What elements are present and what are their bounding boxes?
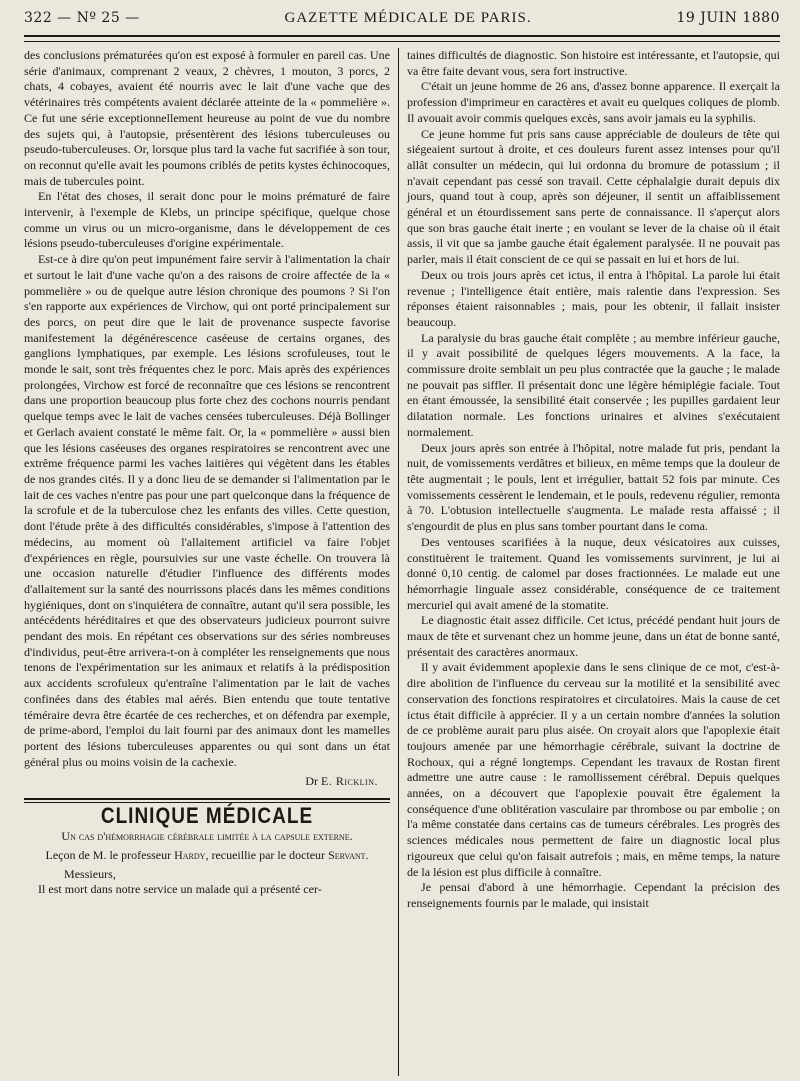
journal-title: GAZETTE MÉDICALE DE PARIS. (284, 10, 532, 26)
header-rule (24, 35, 780, 42)
paragraph: Des ventouses scarifiées à la nuque, deux vésicatoires aux cuisses, constituèrent le traitement. Quand les vomissements survinrent, je lui ai donné 0,10 centig. de calomel par doses fractionnées. Le malade eut une hémorrhagie linguale assez considérable, conséquence de ce traitement mercuriel qui avait amené de la stomatite. (407, 534, 780, 612)
lecture-credit (24, 848, 390, 863)
paragraph: En l'état des choses, il serait donc pour le moins prématuré de faire intervenir, à l'exemple de Klebs, un principe spécifique, quelque chose comme un virus ou un micro-organisme, dans le développement de ces lésions pseudo-tuberculeuses d'origine expérimentale. (24, 189, 390, 251)
paragraph: Est-ce à dire qu'on peut impunément faire servir à l'alimentation la chair et surtout le lait d'une vache qu'on a des raisons de croire affectée de la « pommelière » ou de quelque autre lésion chronique des poumons ? Si l'on s'en rapporte aux expériences de Virchow, qui ont porté principalement sur des porcs, on peut dire que le lait de provenance suspecte favorise manifestement la dégénérescence caséeuse de certains organes, des ganglions lymphatiques, par exemple. Les lésions scrofuleuses, tout le monde le sait, sont très fréquentes chez le porc. Mais après des expériences prolongées, Virchow est forcé de reconnaître que ces lésions se rencontrent dans une proportion beaucoup plus forte chez des cochons nourris pendant quelque temps avec le lait de vaches censées tuberculeuses. Déjà Bollinger et Gerlach avaient constaté le même fait. Or, la « pommelière » aussi bien que les lésions caséeuses des organes respiratoires se rencontrent avec une extrême fréquence parmi les vaches laitières qui végètent dans les étables de nos grandes cités. Il y a donc lieu de se demander si l'alimentation par le lait de ces vaches n'entre pas pour une part quelconque dans la fréquence de la scrofule et de la tuberculose chez les enfants des villes. Cette question, dont l'étude prête à des difficultés considérables, s'impose à l'attention des médecins, au moment où l'allaitement artificiel va faire l'objet d'expériences en règle, poursuivies sur une vaste échelle. On trouvera là une occasion naturelle d'étudier l'influence des différents modes d'allaitement sur la santé des nourrissons placés dans les mêmes conditions hygiéniques, dont on s'inquiétera de connaître, autant qu'il sera possible, les antécédents héréditaires et que des observateurs judicieux pourront suivre pendant des mois. En répétant ces observations sur des séries nombreuses d'individus, peut-être arrivera-t-on à compléter les renseignements que nous tenons de l'expérimentation sur les animaux et relatifs à la prédisposition aux accidents scrofuleux qu'entraîne l'alimentation par le lait de vaches confinées dans des étables mal aérés. Bien entendu que toute tentative téméraire devra être écartée de ces recherches, et on défendra par exemple, de prime-abord, l'emploi du lait fourni par des animaux dont les mamelles portent des lésions tuberculeuses apparentes ou qui sont dans un état général plus ou moins voisin de la cachexie. (24, 252, 390, 769)
lecture-doctor: Servant (328, 847, 366, 862)
paragraph: Le diagnostic était assez difficile. Cet ictus, précédé pendant huit jours de maux de tête et survenant chez un homme jeune, dans un état de bonne santé, présentait des caractères anormaux. (407, 613, 780, 659)
paragraph: Deux jours après son entrée à l'hôpital, notre malade fut pris, pendant la nuit, de vomissements verdâtres et bilieux, en même temps que la douleur de tête augmentait ; le pouls, lent et irrégulier, battait 52 fois par minute. Ces vomissements cessèrent le lendemain, et le pouls, redevenu régulier, remonta à 70. L'obtusion intellectuelle s'augmenta. Le malade resta affaissé ; il s'engourdit de plus en plus sans tomber pourtant dans le coma. (407, 440, 780, 534)
author-signature (24, 774, 378, 790)
paragraph: C'était un jeune homme de 26 ans, d'assez bonne apparence. Il exerçait la profession d'imprimeur en caractères et avait eu quelques coliques de plomb. Il avouait avoir commis quelques excès, sans avoir jamais eu la syphilis. (407, 79, 780, 125)
paragraph: La paralysie du bras gauche était complète ; au membre inférieur gauche, il y avait possibilité de quelques légers mouvements. A la face, la commissure droite semblait un peu plus contractée que la gauche ; le malade ne pouvait pas siffler. Il présentait donc une légère hémiplégie faciale. Tout en étant émoussée, la sensibilité était conservée ; les pupilles gardaient leur dilatation normale. Les fonctions urinaires et alvines s'exécutaient normalement. (407, 330, 780, 439)
article-subtitle: Un cas d'hémorrhagie cérébrale limitée à la capsule externe. (61, 828, 353, 843)
paragraph: Ce jeune homme fut pris sans cause appréciable de douleurs de tête qui siégeaient surtout à droite, et ces douleurs furent assez intenses pour qu'il allât consulter un médecin, qui lui ordonna du bromure de potassium ; il n'avait cependant pas cessé son travail. Cette céphalalgie durait depuis dix jours, quand tout à coup, après son déjeuner, il sentit un affaiblissement général et un étourdissement sans perte de connaissance. Il s'aperçut alors que son bras gauche était inerte ; en voulant se lever de la chaise où il était assis, il vit que sa jambe gauche était également paralysée. Il ne pouvait pas parler, mais il était conscient de ce qui se passait en lui et hors de lui. (407, 126, 780, 267)
signature-name: E. Ricklin. (321, 774, 378, 789)
running-head (24, 10, 780, 32)
salutation: Messieurs, (64, 866, 116, 881)
page-number: 322 — Nº 25 — (24, 10, 140, 26)
signature-prefix: Dr (305, 774, 319, 789)
section-rule (24, 798, 390, 803)
paragraph: taines difficultés de diagnostic. Son histoire est intéressante, et l'autopsie, qui va être faite devant vous, sera fort instructive. (407, 48, 780, 78)
lecture-prefix: Leçon de M. le professeur (45, 847, 172, 862)
paragraph: Deux ou trois jours après cet ictus, il entra à l'hôpital. La parole lui était revenue ; l'intelligence était entière, mais ralentie dans l'expression. Ses réponses étaient raisonnables ; mais, pour les obtenir, il fallait insister beaucoup. (407, 267, 780, 329)
paragraph: Il est mort dans notre service un malade qui a présenté cer- (38, 882, 322, 897)
paragraph: des conclusions prématurées qu'on est exposé à formuler en pareil cas. Une série d'animaux, comprenant 2 veaux, 2 chèvres, 1 mouton, 3 porcs, 2 chats, 4 cobayes, avaient été nourris avec le lait d'une vache que des vétérinaires très compétents avaient déclarée atteinte de la « pommelière ». Ce fut une série exceptionnellement heureuse au point de vue du nombre des sujets qui, à l'autopsie, présentèrent des lésions tuberculeuses ou pseudo-tuberculeuses. Or, lorsque plus tard la vache fut sacrifiée à son tour, on reconnut qu'elle avait les poumons criblés de petits kystes échinocoques, mais de tubercules point. (24, 48, 390, 188)
paragraph: Je pensai d'abord à une hémorrhagie. Cependant la précision des renseignements fournis par le malade, qui insistait (407, 880, 780, 910)
text-columns (24, 48, 780, 1076)
left-column (24, 48, 398, 1076)
paragraph: Il y avait évidemment apoplexie dans le sens clinique de ce mot, c'est-à-dire abolition de l'influence du cerveau sur la motilité et la sensibilité avec conservation des fonctions respiratoires et circulatoires. Mais la cause de cet ictus était difficile à apprécier. Il y a un certain nombre d'années la solution de ce problème aurait paru plus aisée. On croyait alors que l'apoplexie était toujours amenée par une hémorrhagie cérébrale, suivant la doctrine de Rochoux, qui a régné longtemps. Cependant les travaux de Rostan firent admettre une autre cause : le ramollissement cérébral. Depuis quelques années, on a découvert que l'apoplexie pouvait être également la conséquence d'une oblitération vasculaire par thrombose ou par embolie ; on l'a même constatée dans certains cas de tumeurs cérébrales. Les progrès des sciences médicales nous permettent de faire un diagnostic local plus rigoureux que celui qu'on faisait autrefois ; mais, en même temps, la nature de la lésion est plus difficile à connaître. (407, 660, 780, 879)
right-column (398, 48, 780, 1076)
issue-date: 19 JUIN 1880 (676, 10, 780, 26)
lecture-professor: Hardy (174, 847, 206, 862)
section-title: CLINIQUE MÉDICALE (100, 804, 314, 829)
lecture-mid: , recueillie par le docteur (205, 847, 326, 862)
lecture-end: . (365, 847, 369, 862)
